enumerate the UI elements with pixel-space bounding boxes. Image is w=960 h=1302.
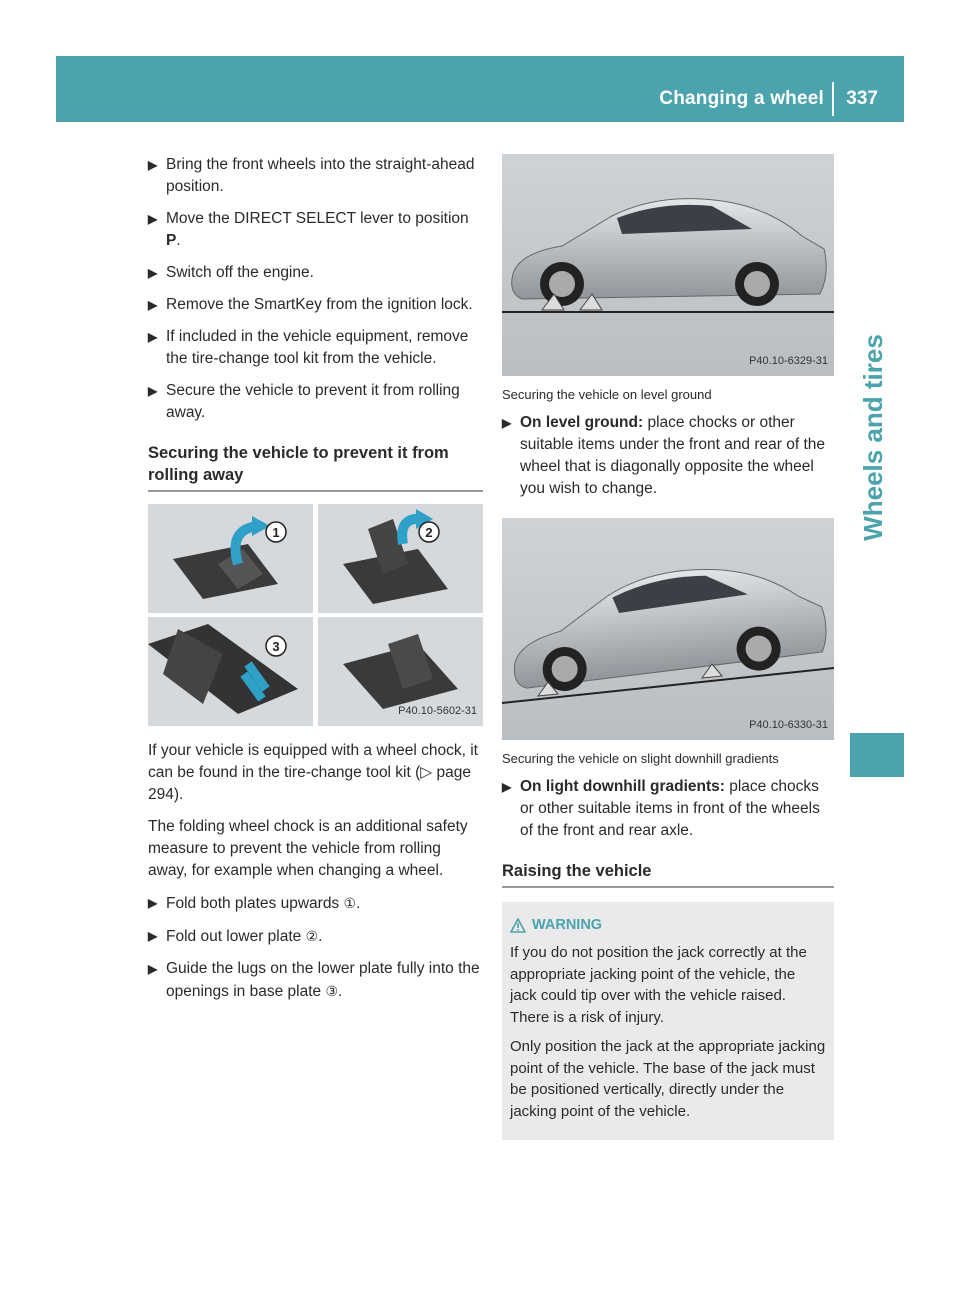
step-item — [148, 925, 483, 948]
step-text: Move the DIRECT SELECT lever to position — [166, 210, 469, 227]
arrow-right-icon: ▶ — [148, 896, 158, 910]
left-column — [148, 154, 483, 1013]
step-text: Bring the front wheels into the straight-ahead position. — [166, 156, 475, 195]
step-text: Secure the vehicle to prevent it from rolling away. — [166, 382, 460, 421]
section-heading: Raising the vehicle — [502, 860, 834, 888]
step-text: place chocks or other suitable items in front of the wheels of the front and rear axle. — [520, 778, 820, 839]
callout-1: 1 — [272, 525, 280, 540]
right-column — [502, 154, 834, 1140]
page-reference-link[interactable]: (▷ page 294). — [148, 764, 471, 803]
arrow-right-icon: ▶ — [148, 298, 158, 312]
figure-code: P40.10-6329-31 — [749, 355, 828, 367]
step-item — [148, 208, 483, 252]
warning-triangle-icon — [510, 918, 526, 933]
warning-text: If you do not position the jack correctly at the appropriate jacking point of the vehicle, the jack could tip over with the vehicle raised. There is a risk of injury. — [510, 944, 807, 1026]
header-title: Changing a wheel — [659, 88, 824, 109]
figure-caption: Securing the vehicle on slight downhill gradients — [502, 751, 779, 766]
step-item — [148, 380, 483, 424]
step-text: If included in the vehicle equipment, remove the tire-change tool kit from the vehicle. — [166, 328, 469, 367]
car-level-illustration — [502, 154, 834, 376]
arrow-right-icon: ▶ — [148, 212, 158, 226]
step-end: . — [318, 928, 323, 945]
page-number: 337 — [846, 88, 878, 109]
arrow-right-icon: ▶ — [148, 929, 158, 943]
step-end: . — [356, 895, 361, 912]
step-text: place chocks or other suitable items under the front and rear of the wheel that is diagonally opposite the wheel you wish to change. — [520, 414, 826, 497]
step-condition: On level ground: — [520, 414, 644, 431]
side-tab-marker — [850, 733, 904, 777]
warning-title: WARNING — [532, 917, 603, 933]
figure-code: P40.10-6330-31 — [749, 719, 828, 731]
step-text: Guide the lugs on the lower plate fully into the openings in base plate — [166, 960, 480, 1000]
section-heading: Securing the vehicle to prevent it from rolling away — [148, 442, 483, 492]
side-tab — [842, 130, 904, 745]
step-item — [148, 154, 483, 198]
paragraph — [148, 740, 483, 806]
warning-header — [510, 914, 826, 936]
step-item — [148, 326, 483, 370]
figure-code: P40.10-5602-31 — [398, 705, 477, 717]
page-header — [56, 56, 904, 122]
step-item — [148, 958, 483, 1003]
callout-3: 3 — [272, 639, 280, 654]
arrow-right-icon: ▶ — [148, 266, 158, 280]
callout-2: 2 — [425, 525, 433, 540]
step-text: Switch off the engine. — [166, 264, 314, 281]
paragraph-text: If your vehicle is equipped with a wheel chock, it can be found in the tire-change tool kit — [148, 742, 478, 781]
wheel-chock-figure — [148, 504, 483, 726]
paragraph: The folding wheel chock is an additional safety measure to prevent the vehicle from rolling away, for example when changing a wheel. — [148, 818, 468, 879]
warning-box — [502, 902, 834, 1140]
step-item — [148, 294, 483, 316]
reference-marker: ② — [305, 928, 319, 944]
step-item — [502, 412, 834, 500]
arrow-right-icon: ▶ — [502, 416, 512, 430]
downhill-figure — [502, 518, 834, 740]
car-downhill-illustration — [502, 518, 834, 740]
level-ground-figure — [502, 154, 834, 376]
warning-text: Only position the jack at the appropriate jacking point of the vehicle. The base of the jack must be positioned vertically, directly under the jacking point of the vehicle. — [510, 1038, 826, 1120]
step-item — [148, 892, 483, 915]
step-item — [148, 262, 483, 284]
reference-marker: ① — [343, 895, 357, 911]
gear-position: P — [166, 232, 177, 249]
side-tab-label: Wheels and tires — [857, 334, 888, 541]
step-item — [502, 776, 834, 842]
step-end: . — [176, 232, 181, 249]
header-divider — [832, 82, 834, 116]
figure-caption: Securing the vehicle on level ground — [502, 387, 712, 402]
arrow-right-icon: ▶ — [148, 158, 158, 172]
step-condition: On light downhill gradients: — [520, 778, 725, 795]
arrow-right-icon: ▶ — [502, 780, 512, 794]
wheel-chock-illustration — [148, 504, 483, 726]
arrow-right-icon: ▶ — [148, 330, 158, 344]
reference-marker: ③ — [325, 983, 338, 999]
arrow-right-icon: ▶ — [148, 384, 158, 398]
step-text: Fold both plates upwards — [166, 895, 340, 912]
step-text: Remove the SmartKey from the ignition lock. — [166, 296, 473, 313]
step-text: Fold out lower plate — [166, 928, 302, 945]
arrow-right-icon: ▶ — [148, 962, 158, 976]
step-end: . — [338, 983, 343, 1000]
